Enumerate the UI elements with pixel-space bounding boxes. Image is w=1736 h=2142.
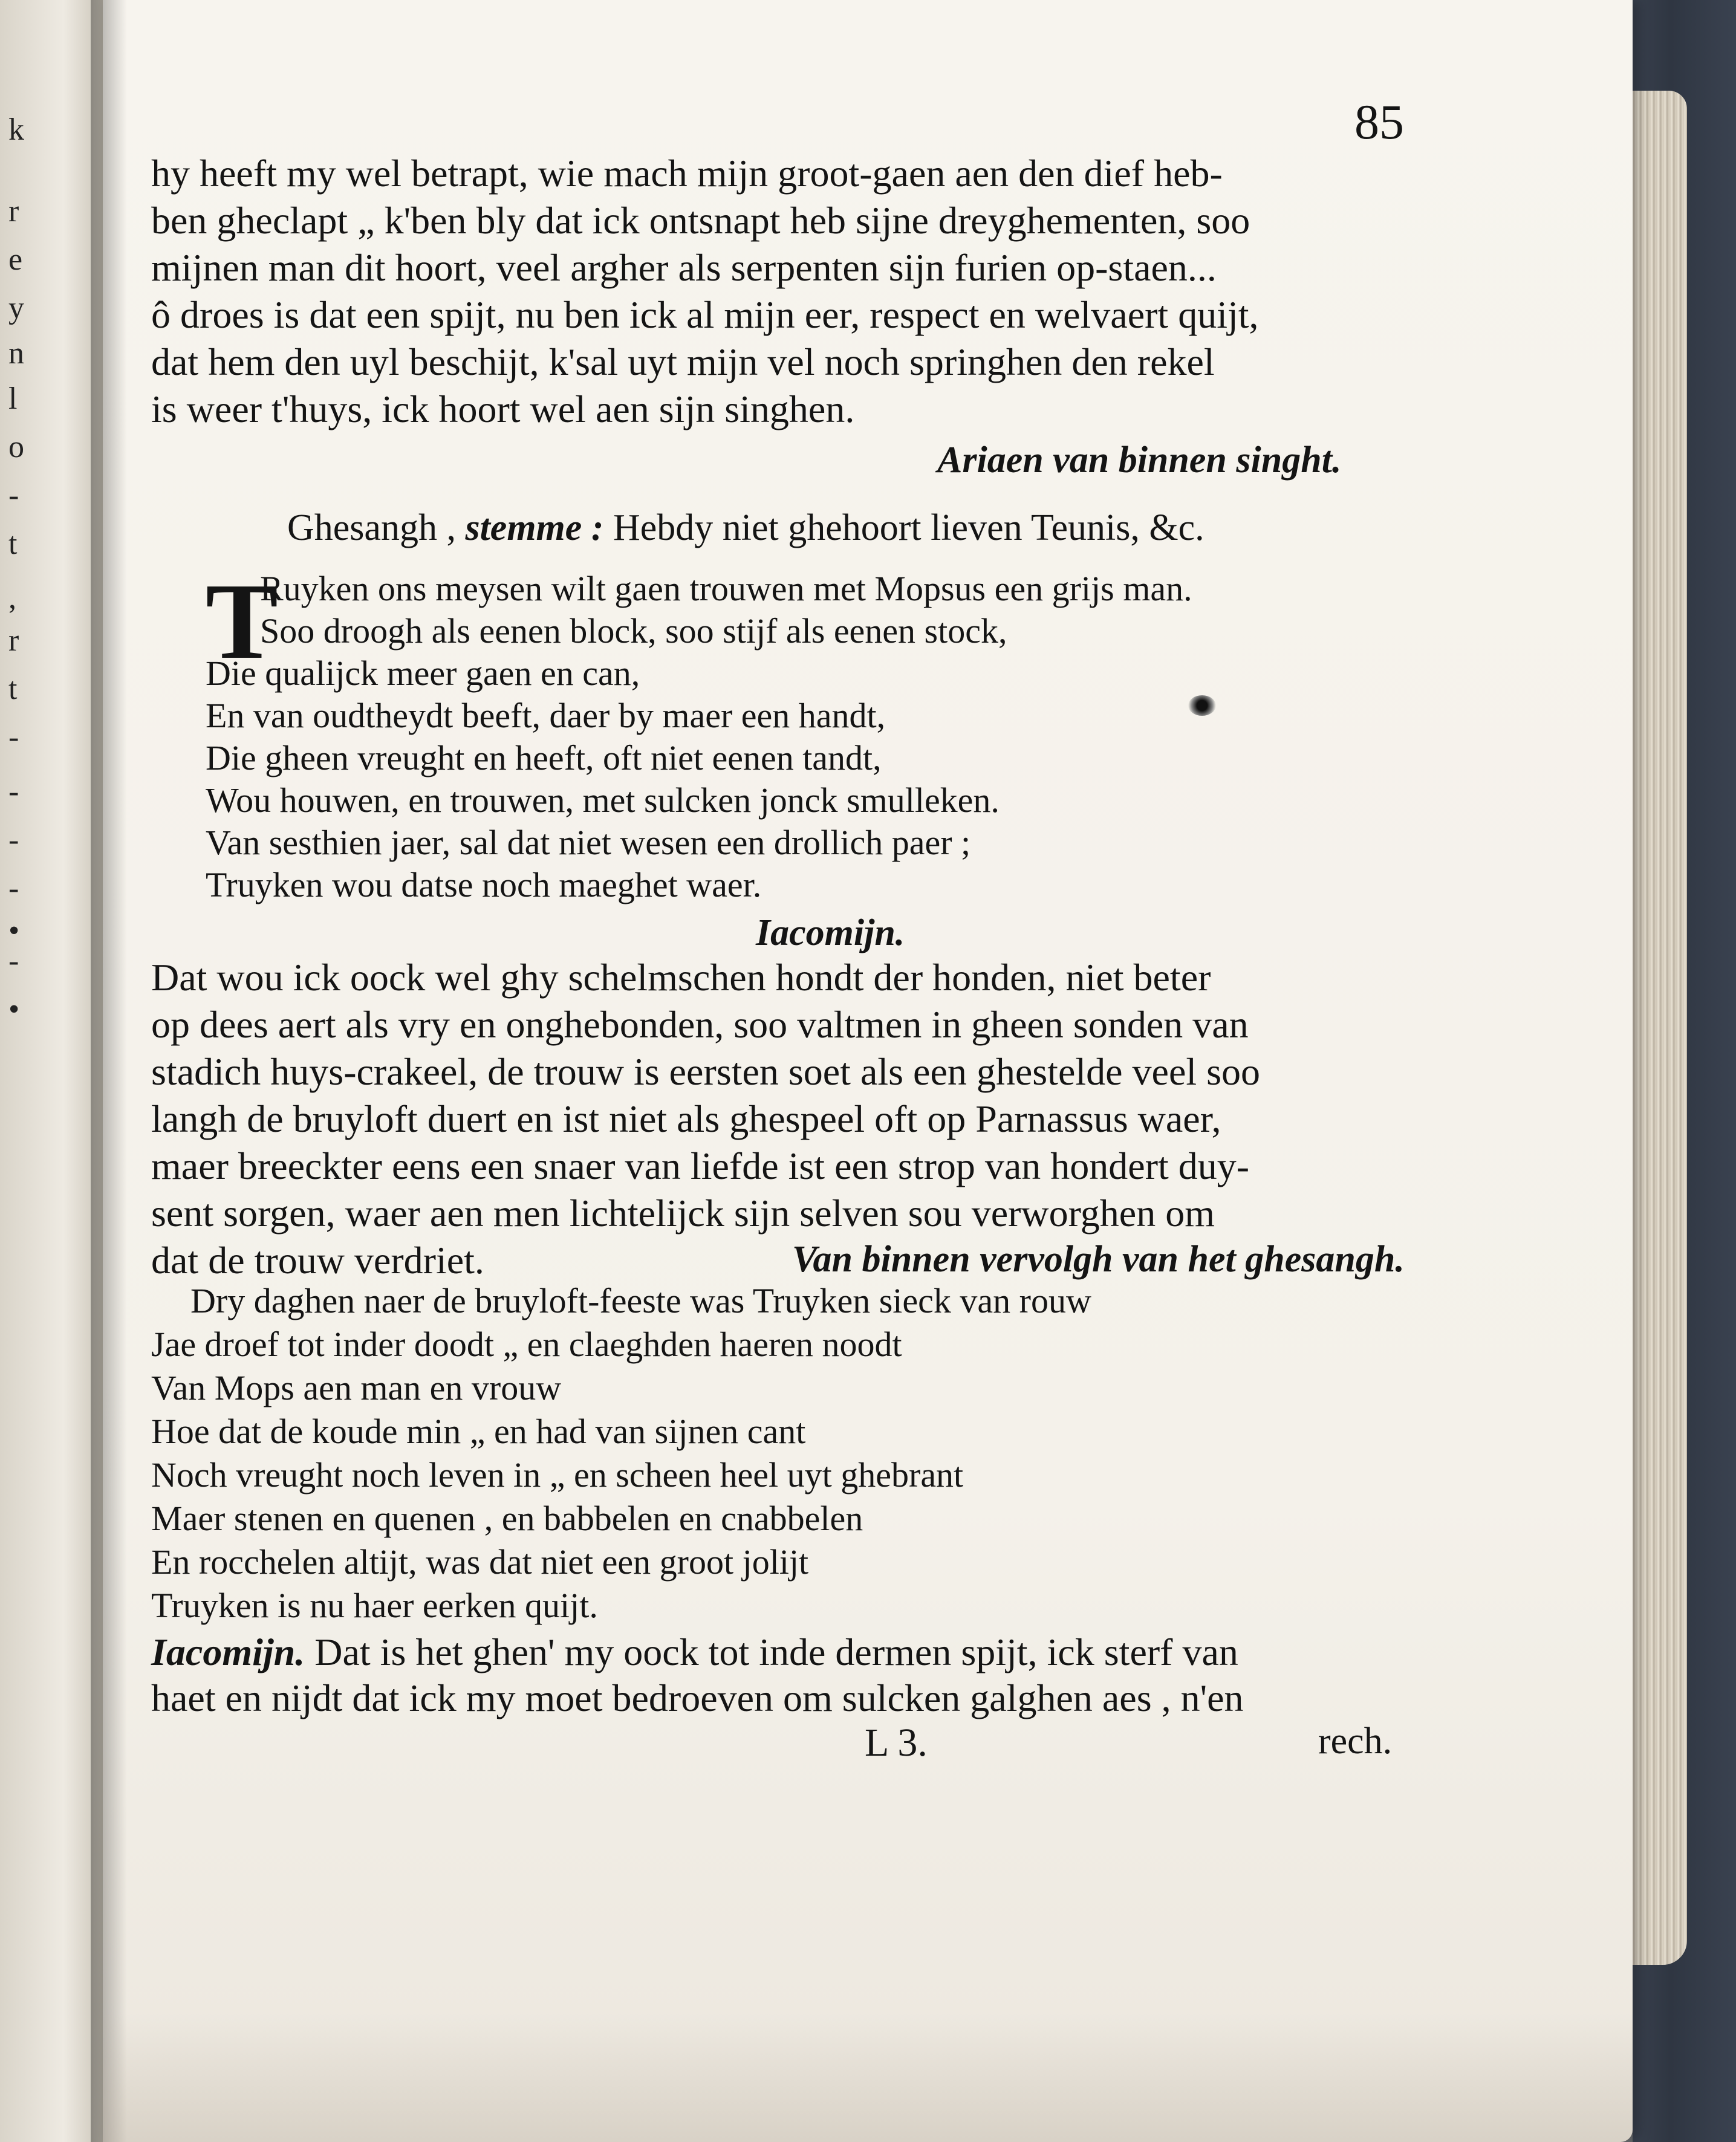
- prose-line: dat hem den uyl beschijt, k'sal uyt mijn vel noch springhen den rekel: [151, 340, 1215, 383]
- song-line: Soo droogh als eenen block, soo stijf als eenen stock,: [260, 611, 1007, 651]
- left-page-char: -: [8, 720, 19, 755]
- prose-line: stadich huys-crakeel, de trouw is eersten soet als een ghestelde veel soo: [151, 1050, 1261, 1093]
- song-line: Dry daghen naer de bruyloft-feeste was Truyken sieck van rouw: [190, 1281, 1091, 1320]
- prose-line: haet en nijdt dat ick my moet bedroeven om sulcken galghen aes , n'en: [151, 1676, 1244, 1719]
- stage-direction: Ariaen van binnen singht.: [937, 440, 1342, 481]
- paper-hole: [1188, 695, 1216, 716]
- song-line: Noch vreught noch leven in „ en scheen heel uyt ghebrant: [151, 1455, 964, 1495]
- speaker-name: Iacomijn.: [151, 1631, 305, 1673]
- stage-direction: Van binnen vervolgh van het ghesangh.: [792, 1239, 1405, 1280]
- page-bottom-shading: [103, 2013, 1633, 2142]
- prose-line: langh de bruyloft duert en ist niet als ghespeel oft op Parnassus waer,: [151, 1097, 1221, 1140]
- speaker-name: Iacomijn.: [756, 912, 905, 953]
- prose-line: Dat wou ick oock wel ghy schelmschen hondt der honden, niet beter: [151, 956, 1211, 999]
- song-line: Hoe dat de koude min „ en had van sijnen cant: [151, 1412, 806, 1451]
- prose-line: [151, 1630, 1238, 1675]
- drop-cap: T: [206, 561, 279, 681]
- page-number: 85: [1354, 94, 1404, 149]
- left-page-char: r: [8, 623, 19, 658]
- left-page-char: •: [8, 914, 20, 948]
- left-page-char: t: [8, 672, 18, 706]
- song-header: [287, 507, 1204, 550]
- catchword: rech.: [1318, 1721, 1393, 1762]
- left-page-char: l: [8, 381, 18, 416]
- left-page-char: -: [8, 871, 19, 906]
- left-page-char: n: [8, 336, 24, 371]
- song-header-tune-label: stemme :: [465, 507, 604, 548]
- song-line: Van sesthien jaer, sal dat niet wesen een drollich paer ;: [206, 823, 971, 862]
- spine-shadow: [91, 0, 127, 2142]
- left-page-char: -: [8, 823, 19, 857]
- left-page-char: o: [8, 430, 24, 464]
- left-page-edge: [0, 0, 106, 2142]
- song-line: Wou houwen, en trouwen, met sulcken jonck smulleken.: [206, 781, 1000, 820]
- left-page-char: y: [8, 291, 24, 325]
- left-page-char: r: [8, 194, 19, 229]
- song-line: Die gheen vreught en heeft, oft niet eenen tandt,: [206, 738, 882, 777]
- left-page-char: t: [8, 527, 18, 561]
- song-line: En rocchelen altijt, was dat niet een groot jolijt: [151, 1542, 809, 1582]
- song-line: En van oudtheydt beeft, daer by maer een handt,: [206, 696, 886, 735]
- prose-line: mijnen man dit hoort, veel argher als serpenten sijn furien op-staen...: [151, 246, 1217, 289]
- prose-line: maer breeckter eens een snaer van liefde ist een strop van hondert duy-: [151, 1144, 1250, 1187]
- song-header-label: Ghesangh ,: [287, 507, 456, 548]
- prose-text: Dat is het ghen' my oock tot inde dermen spijt, ick sterf van: [314, 1631, 1238, 1673]
- song-line: Van Mops aen man en vrouw: [151, 1368, 562, 1407]
- signature-mark: L 3.: [865, 1721, 928, 1765]
- song-line: Ruyken ons meysen wilt gaen trouwen met Mopsus een grijs man.: [260, 569, 1192, 608]
- prose-line: is weer t'huys, ick hoort wel aen sijn singhen.: [151, 388, 855, 430]
- song-line: Maer stenen en quenen , en babbelen en cnabbelen: [151, 1499, 863, 1538]
- prose-line: hy heeft my wel betrapt, wie mach mijn groot-gaen aen den dief heb-: [151, 152, 1223, 195]
- song-line: Truyken wou datse noch maeghet waer.: [206, 865, 762, 904]
- prose-line: ben gheclapt „ k'ben bly dat ick ontsnapt heb sijne dreyghementen, soo: [151, 199, 1250, 242]
- left-page-char: ,: [8, 581, 16, 615]
- left-page-char: •: [8, 992, 20, 1027]
- left-page-char: e: [8, 242, 23, 277]
- song-header-tune: Hebdy niet ghehoort lieven Teunis, &c.: [613, 507, 1204, 548]
- song-line: Jae droef tot inder doodt „ en claeghden haeren noodt: [151, 1325, 902, 1364]
- left-page-char: k: [8, 112, 24, 147]
- prose-line: ô droes is dat een spijt, nu ben ick al mijn eer, respect en welvaert quijt,: [151, 293, 1259, 336]
- prose-line: sent sorgen, waer aen men lichtelijck sijn selven sou verworghen om: [151, 1192, 1215, 1235]
- prose-line: op dees aert als vry en onghebonden, soo valtmen in gheen sonden van: [151, 1003, 1249, 1046]
- prose-line: dat de trouw verdriet.: [151, 1239, 484, 1282]
- book-page: [103, 0, 1633, 2142]
- left-page-char: -: [8, 478, 19, 513]
- song-line: Truyken is nu haer eerken quijt.: [151, 1586, 598, 1625]
- song-line: Die qualijck meer gaen en can,: [206, 654, 640, 693]
- left-page-char: -: [8, 774, 19, 809]
- left-page-char: -: [8, 944, 19, 978]
